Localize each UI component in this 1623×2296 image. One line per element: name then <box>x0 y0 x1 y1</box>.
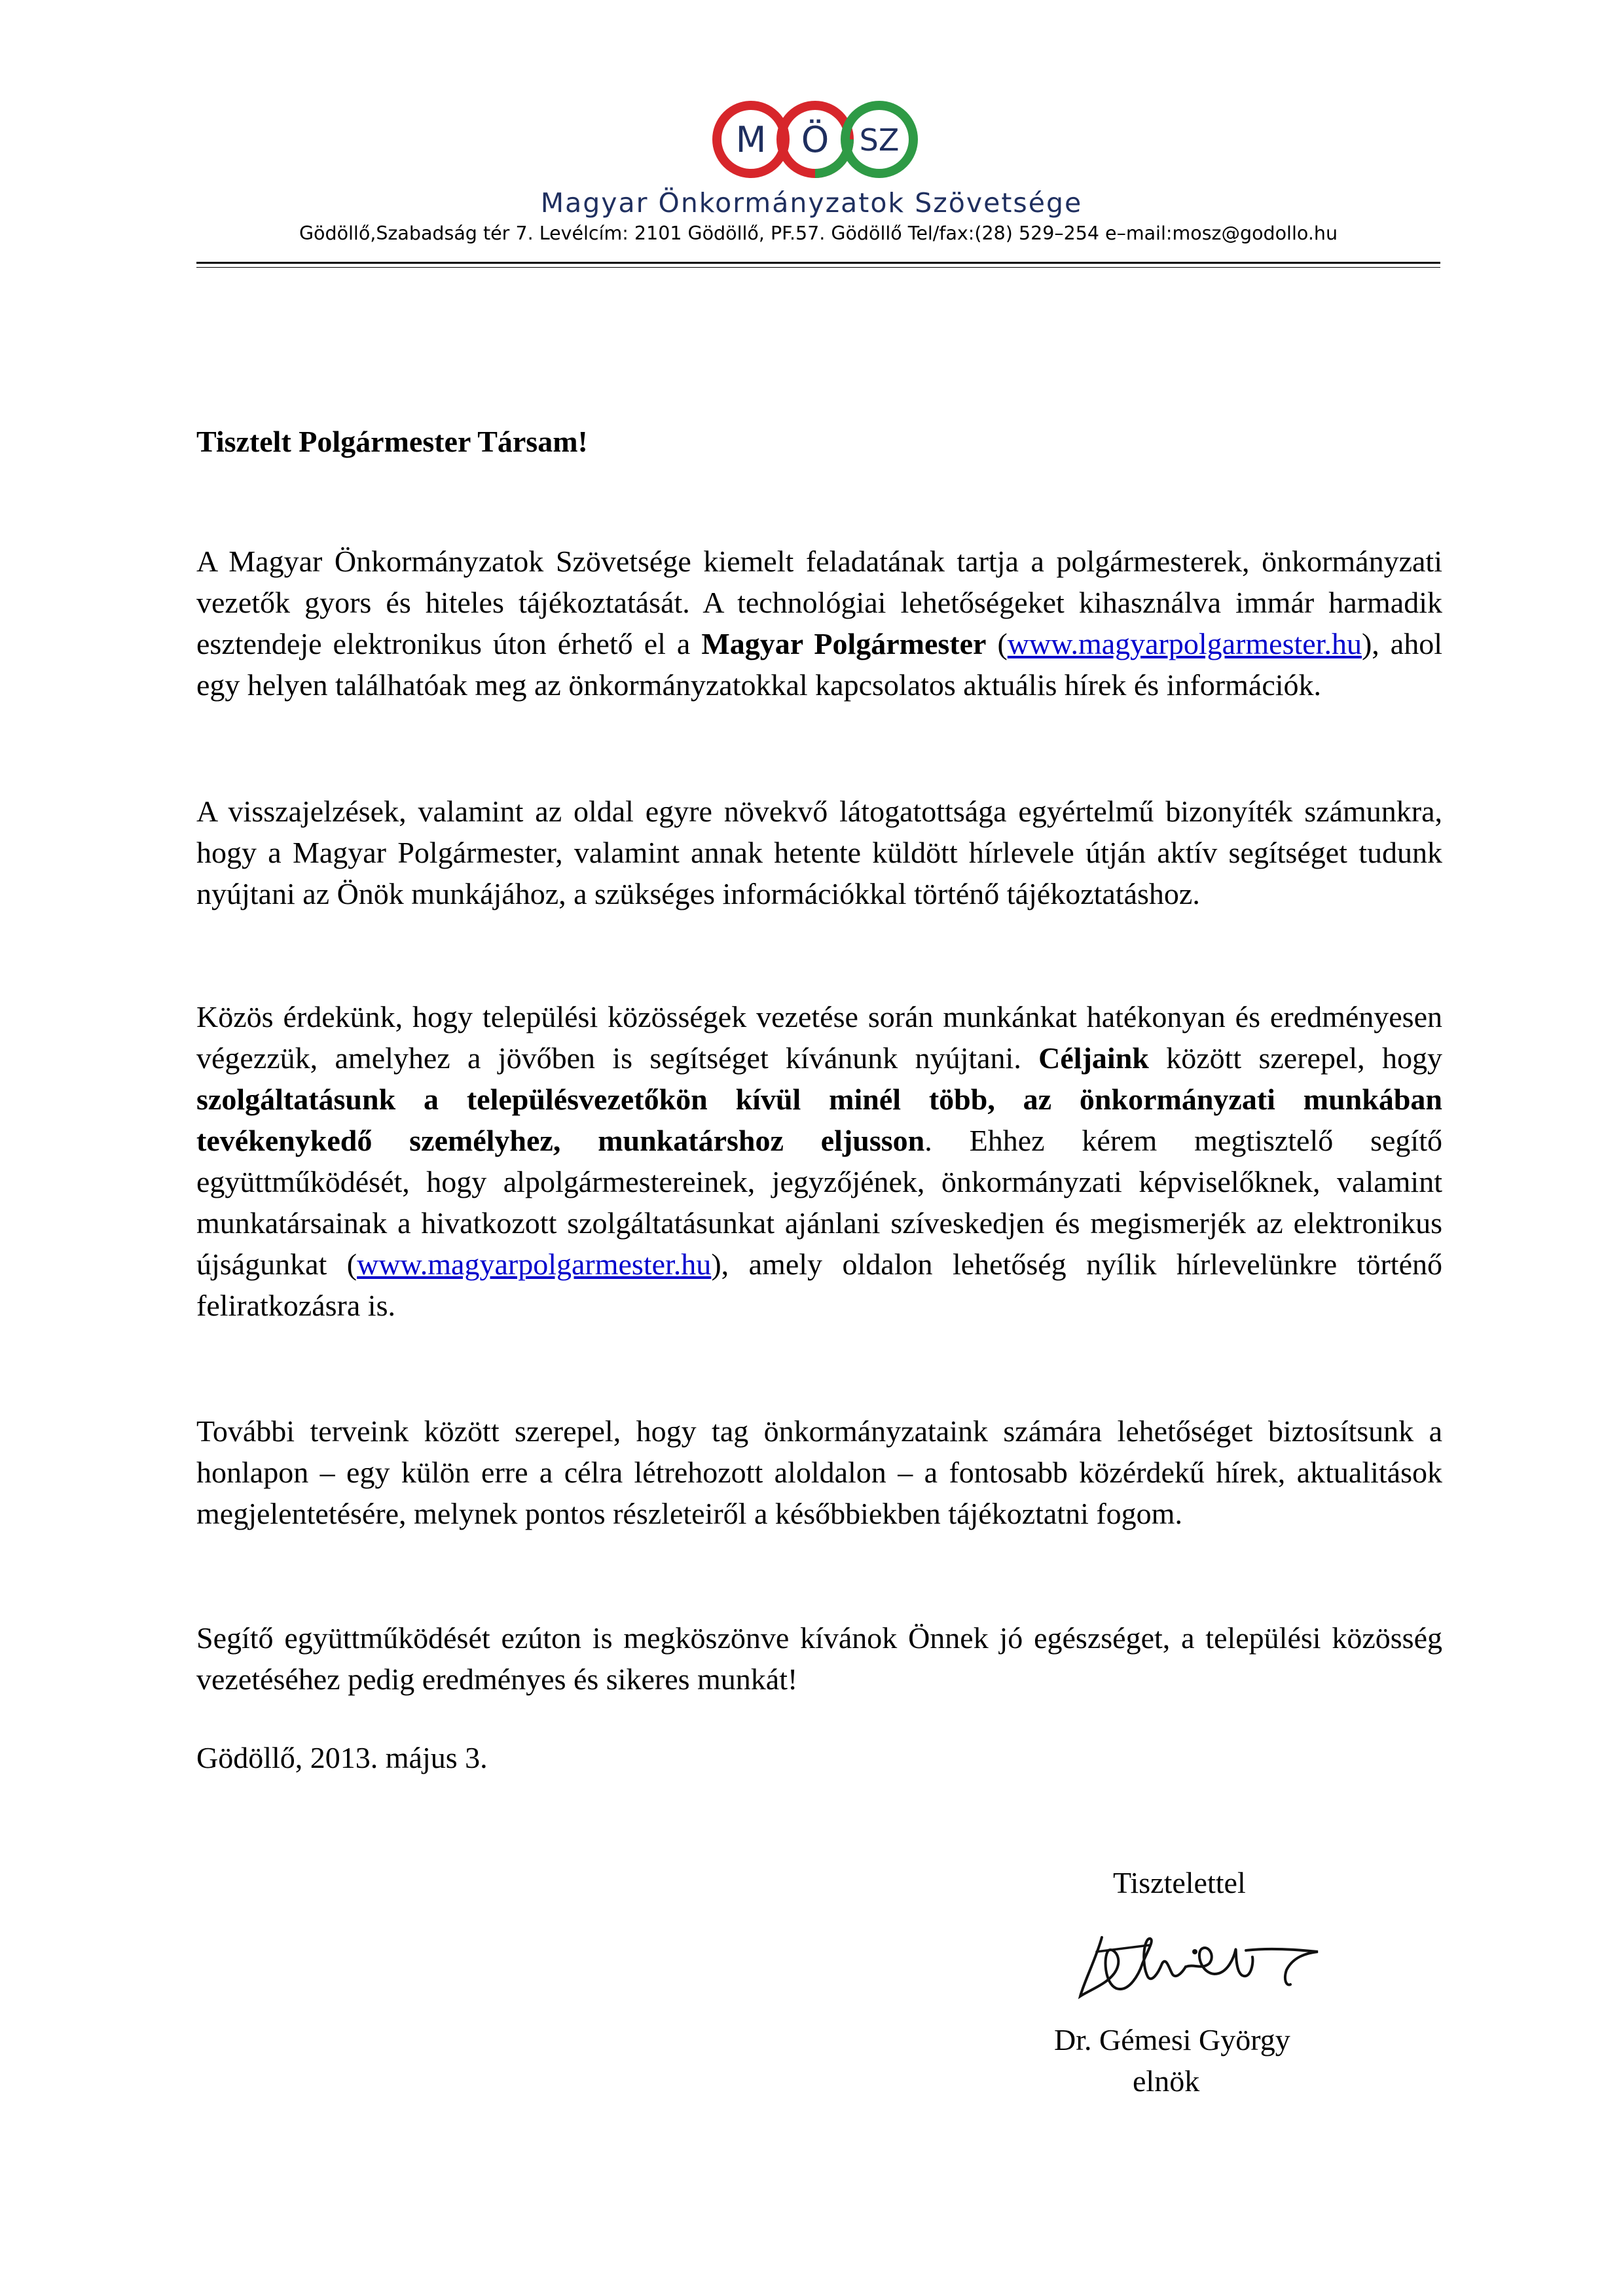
text-run: ), ahol egy helyen találhatóak meg az önkormányzatokkal kapcsolatos aktuális hírek és információk. <box>196 627 1442 702</box>
paragraph-4: További terveink között szerepel, hogy tag önkormányzataink számára lehetőséget biztosítsunk a honlapon – egy külön erre a célra létrehozott aloldalon – a fontosabb közérdekű hírek, aktualitások megjelentetésére, melynek pontos részleteiről a későbbiekben tájékoztatni fogom. <box>196 1414 1442 1530</box>
letterhead-address: Gödöllő,Szabadság tér 7. Levélcím: 2101 Gödöllő, PF.57. Gödöllő Tel/fax:(28) 529–254 e–mail:mosz@godollo.hu <box>299 223 1338 244</box>
bold-text: Céljaink <box>1038 1041 1149 1075</box>
text-run: A Magyar Önkormányzatok Szövetsége kiemelt feladatának tartja a polgármesterek, önkormányzati vezetők gyors és hiteles tájékoztatását. A technológiai lehetőségeket kihasználva immár harmadik esztendeje elektronikus úton érhető el a <box>196 545 1442 660</box>
closing: Tisztelettel <box>1113 1866 1246 1899</box>
text-run: . Ehhez kérem megtisztelő segítő együttműködését, hogy alpolgármestereinek, jegyzőjének, önkormányzati képviselőknek, valamint munkatársainak a hivatkozott szolgáltatásunkat ajánlani szíveskedjen és megismerjék az elektronikus újságunkat ( <box>196 1124 1442 1281</box>
text-run: ( <box>986 627 1008 660</box>
letter-date: Gödöllő, 2013. május 3. <box>196 1741 488 1774</box>
logo-letter-o: Ö <box>801 119 830 160</box>
signer-name: Dr. Gémesi György <box>1054 2023 1290 2056</box>
website-link[interactable]: www.magyarpolgarmester.hu <box>1007 627 1362 660</box>
text-run: ), amely oldalon lehetőség nyílik hírlevelünkre történő feliratkozásra is. <box>196 1247 1442 1322</box>
bold-text: Magyar Polgármester <box>701 627 987 660</box>
header-divider <box>196 262 1440 264</box>
salutation: Tisztelt Polgármester Társam! <box>196 425 588 458</box>
paragraph-5: Segítő együttműködését ezúton is megköszönve kívánok Önnek jó egészséget, a települési közösség vezetéséhez pedig eredményes és sikeres munkát! <box>196 1621 1442 1696</box>
logo-letter-m: M <box>735 119 767 160</box>
signer-title: elnök <box>1133 2064 1200 2098</box>
organization-name: Magyar Önkormányzatok Szövetsége <box>540 187 1083 219</box>
handwritten-signature <box>1070 1911 1326 2009</box>
logo-letter-sz: SZ <box>859 122 900 158</box>
mosz-logo <box>710 97 920 182</box>
header-divider-thin <box>196 267 1440 268</box>
text-run: között szerepel, hogy <box>1148 1041 1442 1075</box>
paragraph-2: A visszajelzések, valamint az oldal egyre növekvő látogatottsága egyértelmű bizonyíték számunkra, hogy a Magyar Polgármester, valamint annak hetente küldött hírlevele útján aktív segítséget tudunk nyújtani az Önök munkájához, a szükséges információkkal történő tájékoztatáshoz. <box>196 795 1442 910</box>
text-run: Közös érdekünk, hogy települési közösségek vezetése során munkánkat hatékonyan és eredményesen végezzük, amelyhez a jövőben is segítséget kívánunk nyújtani. <box>196 1000 1442 1075</box>
website-link[interactable]: www.magyarpolgarmester.hu <box>357 1247 712 1281</box>
bold-text: szolgáltatásunk a településvezetőkön kívül minél több, az önkormányzati munkában tevékenykedő személyhez, munkatárshoz eljusson <box>196 1083 1442 1157</box>
paragraph-1 <box>196 541 1442 706</box>
paragraph-3 <box>196 996 1442 1326</box>
